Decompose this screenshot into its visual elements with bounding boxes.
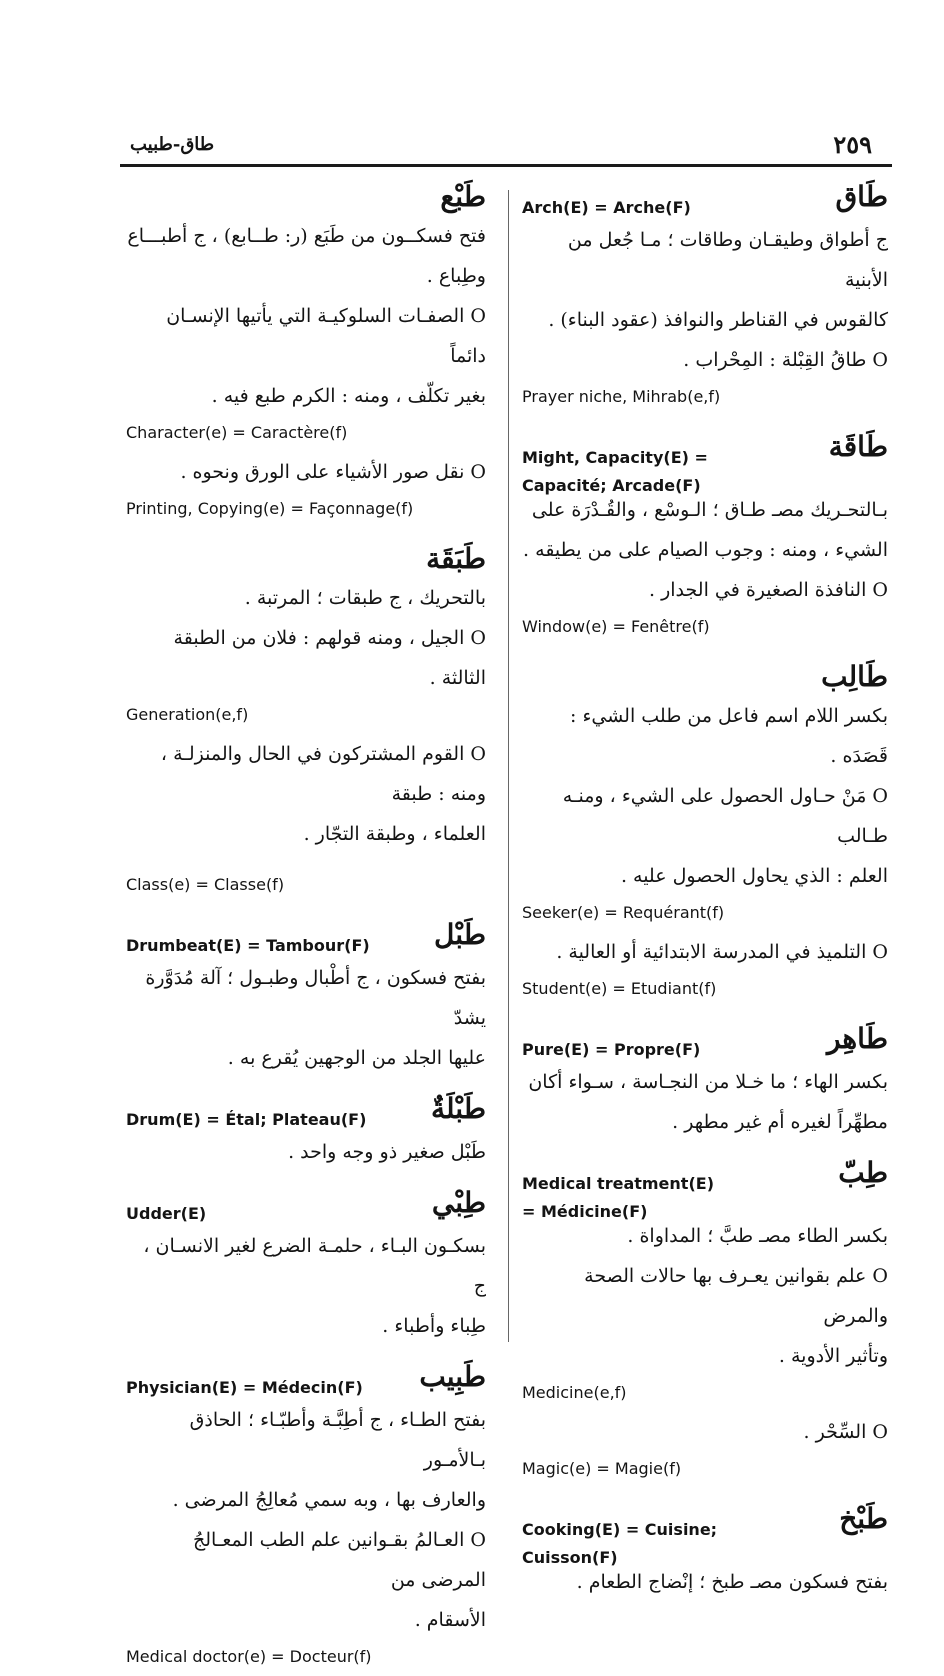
translation: Medicine(e,f)	[522, 1383, 627, 1402]
arabic-line: O طاقُ القِبْلة : المِحْراب .	[683, 349, 888, 371]
arabic-line: O علم بقوانين يعـرف بها حالات الصحة والمرض	[584, 1265, 888, 1327]
english-heading: Udder(E)	[126, 1204, 207, 1223]
headword: طَبِيب	[419, 1360, 486, 1393]
arabic-line: O السِّحْر .	[803, 1421, 888, 1443]
arabic-line: O القوم المشتركون في الحال والمنزلـة ، ومنه : طبقة	[160, 743, 486, 805]
translation: Student(e) = Etudiant(f)	[522, 979, 717, 998]
right-column	[522, 180, 888, 1602]
entry-tabkh	[522, 1502, 888, 1602]
entry-taqa	[522, 430, 888, 640]
translation: Character(e) = Caractère(f)	[126, 423, 348, 442]
english-heading: Pure(E) = Propre(F)	[522, 1040, 701, 1059]
arabic-line: طَبْل صغير ذو وجه واحد .	[288, 1141, 486, 1163]
headword: طَاقَة	[828, 430, 888, 463]
translation: Class(e) = Classe(f)	[126, 875, 285, 894]
page-number: ٢٥٩	[833, 130, 872, 159]
headword: طِبْي	[431, 1186, 486, 1219]
arabic-line: وتأثير الأدوية .	[778, 1345, 888, 1367]
translation: Generation(e,f)	[126, 705, 249, 724]
translation: Seeker(e) = Requérant(f)	[522, 903, 725, 922]
arabic-line: O نقل صور الأشياء على الورق ونحوه .	[180, 461, 486, 483]
translation: Medical doctor(e) = Docteur(f)	[126, 1647, 372, 1666]
entry-tabla	[126, 1092, 486, 1172]
page-header	[120, 128, 892, 164]
arabic-line: O الجيل ، ومنه قولهم : فلان من الطبقة الثالثة .	[173, 627, 486, 689]
arabic-line: بسكـون البـاء ، حلمـة الضرع لغير الانسـان ، ج	[143, 1235, 486, 1297]
arabic-line: O مَنْ حـاول الحصول على الشيء ، ومنـه طـالب	[562, 785, 888, 847]
headword: طَالِب	[821, 660, 888, 693]
header-rule	[120, 164, 892, 167]
english-heading: Drum(E) = Étal; Plateau(F)	[126, 1110, 367, 1129]
translation: Printing, Copying(e) = Façonnage(f)	[126, 499, 414, 518]
arabic-line: طِباء وأطباء .	[382, 1315, 486, 1337]
entry-tabl	[126, 918, 486, 1078]
arabic-line: O الصفـات السلوكيـة التي يأتيها الإنسـان دائماً	[166, 305, 486, 367]
arabic-line: بفتح الطـاء ، ج أطِبَّـة وأطبّـاء ؛ الحاذق بـالأمـور	[189, 1409, 486, 1471]
entry-tabib	[126, 1360, 486, 1670]
english-heading: Physician(E) = Médecin(F)	[126, 1378, 363, 1397]
arabic-line: العلماء ، وطبقة التجّار .	[303, 823, 486, 845]
translation: Prayer niche, Mihrab(e,f)	[522, 387, 721, 406]
arabic-line: بغير تكلّف ، ومنه : الكرم طبع فيه .	[211, 385, 486, 407]
entry-tibi	[126, 1186, 486, 1346]
english-heading: Drumbeat(E) = Tambour(F)	[126, 936, 370, 955]
arabic-line: ج أطواق وطيقـان وطاقات ؛ مـا جُعل من الأبنية	[567, 229, 888, 291]
arabic-line: بـالتحـريك مصـ طـاق ؛ الـوسْع ، والقُـدْرَة على	[531, 499, 888, 521]
arabic-line: فتح فسكــون من طَبَع (ر: طــابع) ، ج أطبـــاع	[127, 225, 486, 247]
headword: طَبْل	[434, 918, 486, 951]
arabic-line: O التلميذ في المدرسة الابتدائية أو العالية .	[556, 941, 888, 963]
entry-tahir	[522, 1022, 888, 1142]
arabic-line: والعارف بها ، وبه سمي مُعالِجُ المرضى .	[172, 1489, 486, 1511]
arabic-line: O النافذة الصغيرة في الجدار .	[649, 579, 888, 601]
arabic-line: بكسر الهاء ؛ ما خـلا من النجـاسة ، سـواء أكان	[528, 1071, 888, 1093]
arabic-line: العلم : الذي يحاول الحصول عليه .	[620, 865, 888, 887]
arabic-line: بالتحريك ، ج طبقات ؛ المرتبة .	[244, 587, 486, 609]
headword: طَاهِر	[826, 1022, 888, 1055]
translation: Window(e) = Fenêtre(f)	[522, 617, 710, 636]
arabic-line: كالقوس في القناطر والنوافذ (عقود البناء) .	[548, 309, 888, 331]
arabic-line: عليها الجلد من الوجهين يُقرع به .	[227, 1047, 486, 1069]
headword: طَبْع	[440, 180, 486, 213]
headword: طَبْخ	[839, 1502, 888, 1535]
english-heading: Arch(E) = Arche(F)	[522, 198, 691, 217]
arabic-line: بفتح فسكون ، ج أطْبال وطبـول ؛ آلة مُدَوَّرة يشدّ	[145, 967, 486, 1029]
entry-tibb	[522, 1156, 888, 1482]
headword: طَاق	[835, 180, 888, 213]
arabic-line: بكسر الطاء مصـ طبَّ ؛ المداواة .	[627, 1225, 888, 1247]
left-column	[126, 180, 486, 1676]
translation: Magic(e) = Magie(f)	[522, 1459, 682, 1478]
arabic-line: وطِباع .	[426, 265, 486, 287]
english-heading: Cooking(E) = Cuisine; Cuisson(F)	[522, 1520, 718, 1567]
headword: طَبْلَةٌ	[430, 1092, 486, 1125]
arabic-line: مطهِّراً لغيره أم غير مطهر .	[672, 1111, 888, 1133]
entry-taq	[522, 180, 888, 410]
column-divider	[508, 190, 509, 1342]
headword: طَبَقَة	[426, 542, 486, 575]
entry-talib	[522, 660, 888, 1002]
english-heading: Might, Capacity(E) = Capacité; Arcade(F)	[522, 448, 708, 495]
arabic-line: الشيء ، ومنه : وجوب الصيام على من يطيقه .	[523, 539, 888, 561]
arabic-line: بفتح فسكون مصـ طبخ ؛ إنْضاج الطعام .	[576, 1571, 888, 1593]
arabic-line: بكسر اللام اسم فاعل من طلب الشيء : قَصَدَه .	[570, 705, 888, 767]
entry-tabaqa	[126, 542, 486, 898]
headword: طِبّ	[838, 1156, 888, 1189]
arabic-line: O العـالمُ بقـوانين علم الطب المعـالجُ المرضى من	[192, 1529, 486, 1591]
entry-tab	[126, 180, 486, 522]
arabic-line: الأسقام .	[414, 1609, 486, 1631]
running-head: طاق-طبيب	[130, 134, 215, 155]
english-heading: Medical treatment(E) = Médicine(F)	[522, 1174, 714, 1221]
